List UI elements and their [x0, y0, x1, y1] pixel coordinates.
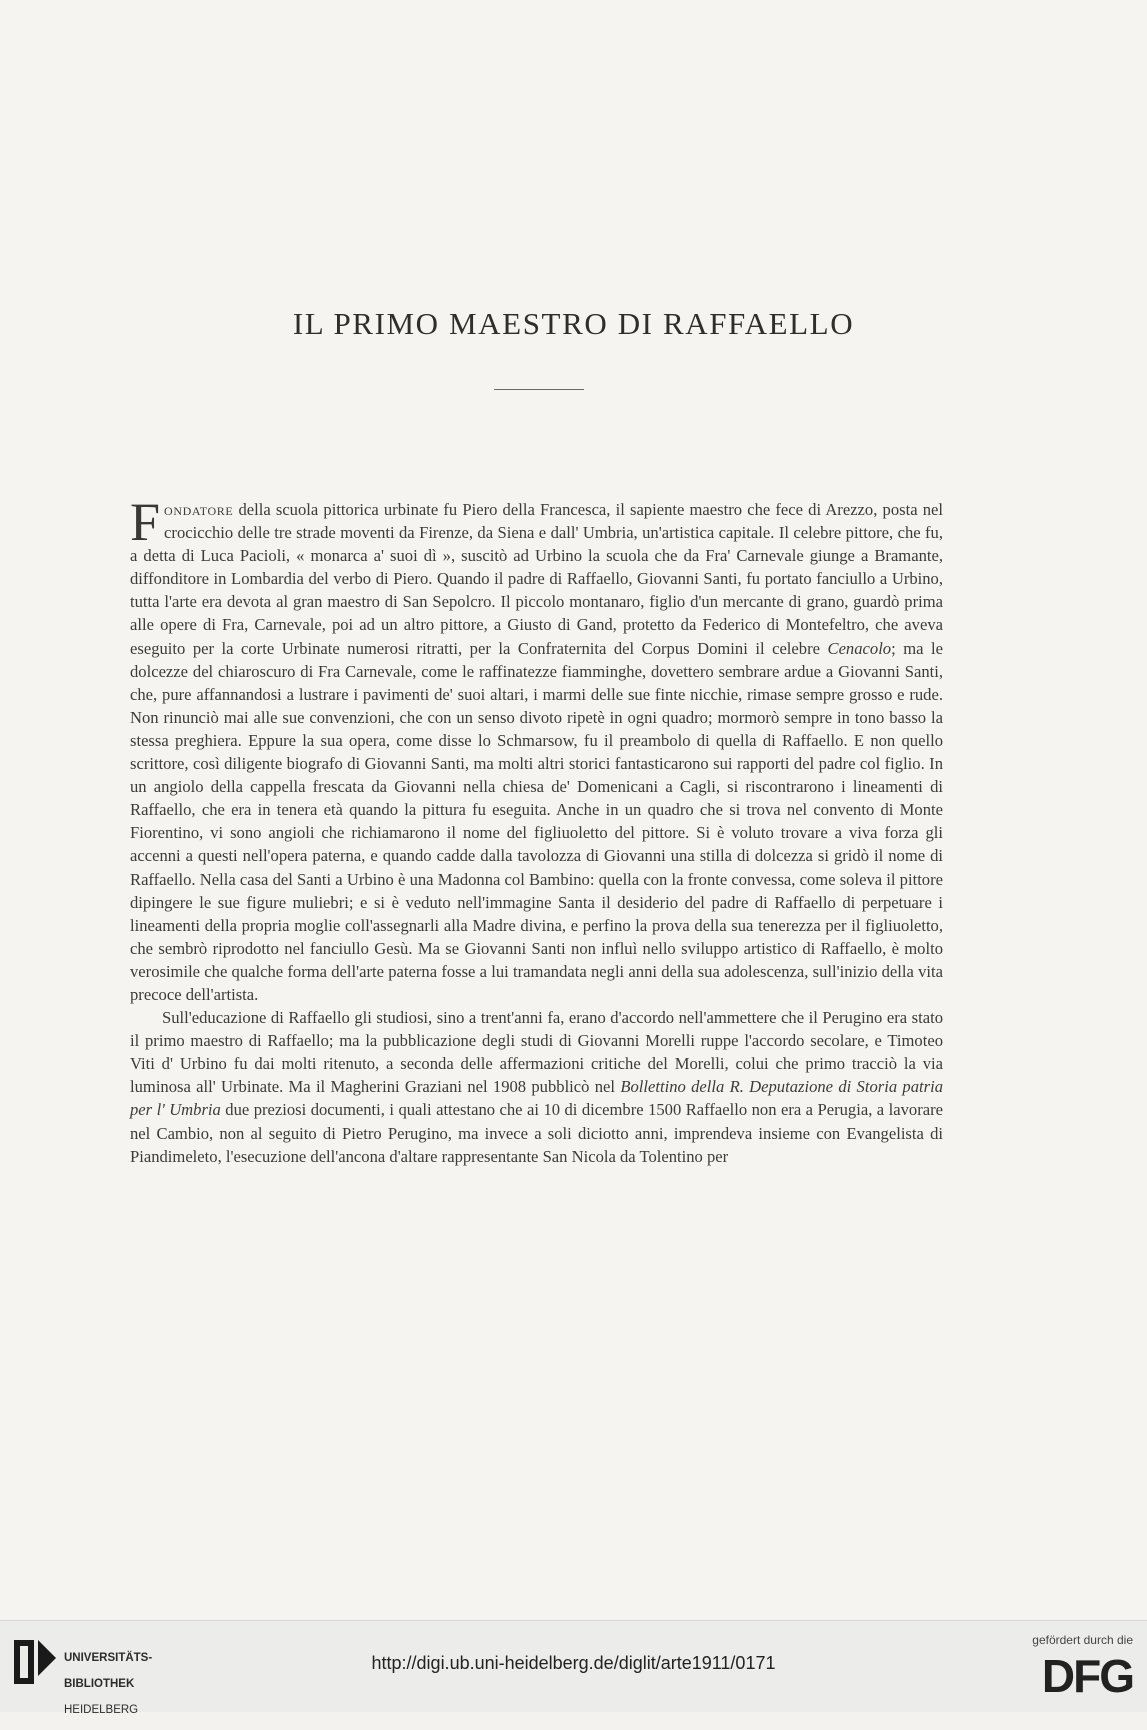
- paragraph-2: [130, 1006, 943, 1168]
- dfg-logo: DFG: [1041, 1650, 1133, 1702]
- drop-cap: F: [130, 492, 161, 552]
- title-divider: [494, 389, 584, 390]
- article-body: [130, 492, 944, 1168]
- permalink-url[interactable]: http://digi.ub.uni-heidelberg.de/diglit/arte1911/0171: [371, 1653, 776, 1673]
- paragraph-1-text-b: ; ma le dolcezze del chiaroscuro di Fra Carnevale, come le raffinatezze fiamminghe, dovettero sembrare ardue a Giovanni Santi, che, pure affannandosi a lustrare i pavimenti de' suoi altari, i marmi delle sue finte nicchie, rimase sempre grosso e rude. Non rinunciò mai alle sue convenzioni, che con un senso divoto ripetè in ogni quadro; mormorò sempre in tono basso la stessa preghiera. Eppure la sua opera, come disse lo Schmarsow, fu il preambolo di quella di Raffaello. E non quello scrittore, così diligente biografo di Giovanni Santi, ma molti altri storici fantasticarono sui rapporti del padre col figlio. In un angiolo della cappella frescata da Giovanni nella chiesa de' Domenicani a Cagli, si riscontrarono i lineamenti di Raffaello, che era in tenera età quando la pittura fu eseguita. Anche in un quadro che si trova nel convento di Monte Fiorentino, vi sono angioli che richiamarono il nome del figliuoletto del pittore. Si è voluto trovare a viva forza gli accenni a questi nell'opera paterna, e quando cadde dalla tavolozza di Giovanni una stilla di dolcezza si gridò il nome di Raffaello. Nella casa del Santi a Urbino è una Madonna col Bambino: quella con la fronte convessa, come soleva il pittore dipingere le sue figure muliebri; e si è veduto nell'immagine Santa il desiderio del padre di Raffaello di perpetuare i lineamenti della propria moglie coll'assegnarli alla Madre divina, e perfino la prova della sua tenerezza per il figliuoletto, che sembrò riprodotto nel fanciullo Gesù. Ma se Giovanni Santi non influì nello sviluppo artistico di Raffaello, è molto verosimile che qualche forma dell'arte paterna fosse a lui tramandata negli anni della sua adolescenza, sull'inizio della vita precoce dell'artista.: [130, 638, 944, 1004]
- library-name-line-3: HEIDELBERG: [64, 1704, 139, 1716]
- opening-word: ondatore: [164, 500, 234, 519]
- paragraph-2-text-b: due preziosi documenti, i quali attestano che ai 10 di dicembre 1500 Raffaello non era a Perugia, a lavorare nel Cambio, non al seguito di Pietro Perugino, ma invece a soli diciotto anni, imprendeva insieme con Evangelista di Piandimeleto, l'esecuzione dell'ancona d'altare rappresentante San Nicola da Tolentino per: [130, 1100, 943, 1166]
- article-title: IL PRIMO MAESTRO DI RAFFAELLO: [292, 306, 855, 341]
- paragraph-1-italic: Cenacolo: [827, 638, 892, 658]
- paragraph-2-text-a: Sull'educazione di Raffaello gli studiosi, sino a trent'anni fa, erano d'accordo nell'ammettere che il Perugino era stato il primo maestro di Raffaello; ma la pubblicazione degli studi di Giovanni Morelli ruppe l'accordo secolare, e Timoteo Viti d' Urbino fu dai molti ritenuto, a seconda delle affermazioni critiche del Morelli, colui che primo tracciò la via luminosa all' Urbinate. Ma il Magherini Graziani nel 1908 pubblicò nel: [130, 1008, 943, 1097]
- paragraph-1: [130, 492, 944, 1006]
- digitization-footer: [0, 1620, 1147, 1716]
- library-name-line-1: UNIVERSITÄTS-: [64, 1652, 153, 1664]
- paragraph-2-italic: Bollettino della R. Deputazione di Storia patria per l' Umbria: [130, 1077, 943, 1120]
- library-name-line-2: BIBLIOTHEK: [64, 1678, 135, 1690]
- funding-credit: gefördert durch die: [1032, 1633, 1133, 1647]
- paragraph-1-text-a: della scuola pittorica urbinate fu Piero della Francesca, il sapiente maestro che fece di Arezzo, posta nel crocicchio delle tre strade moventi da Firenze, da Siena e dall' Umbria, un'artistica capitale. Il celebre pittore, che fu, a detta di Luca Pacioli, « monarca a' suoi dì », suscitò ad Urbino la scuola che da Fra' Carnevale giunge a Bramante, diffonditore in Lombardia del verbo di Piero. Quando il padre di Raffaello, Giovanni Santi, fu portato fanciullo a Urbino, tutta l'arte era devota al gran maestro di San Sepolcro. Il piccolo montanaro, figlio d'un mercante di grano, guardò prima alle opere di Fra, Carnevale, poi ad un altro pittore, a Giusto di Gand, protetto da Federico di Montefeltro, che aveva eseguito per la corte Urbinate numerosi ritratti, per la Confraternita del Corpus Domini il celebre: [130, 500, 943, 658]
